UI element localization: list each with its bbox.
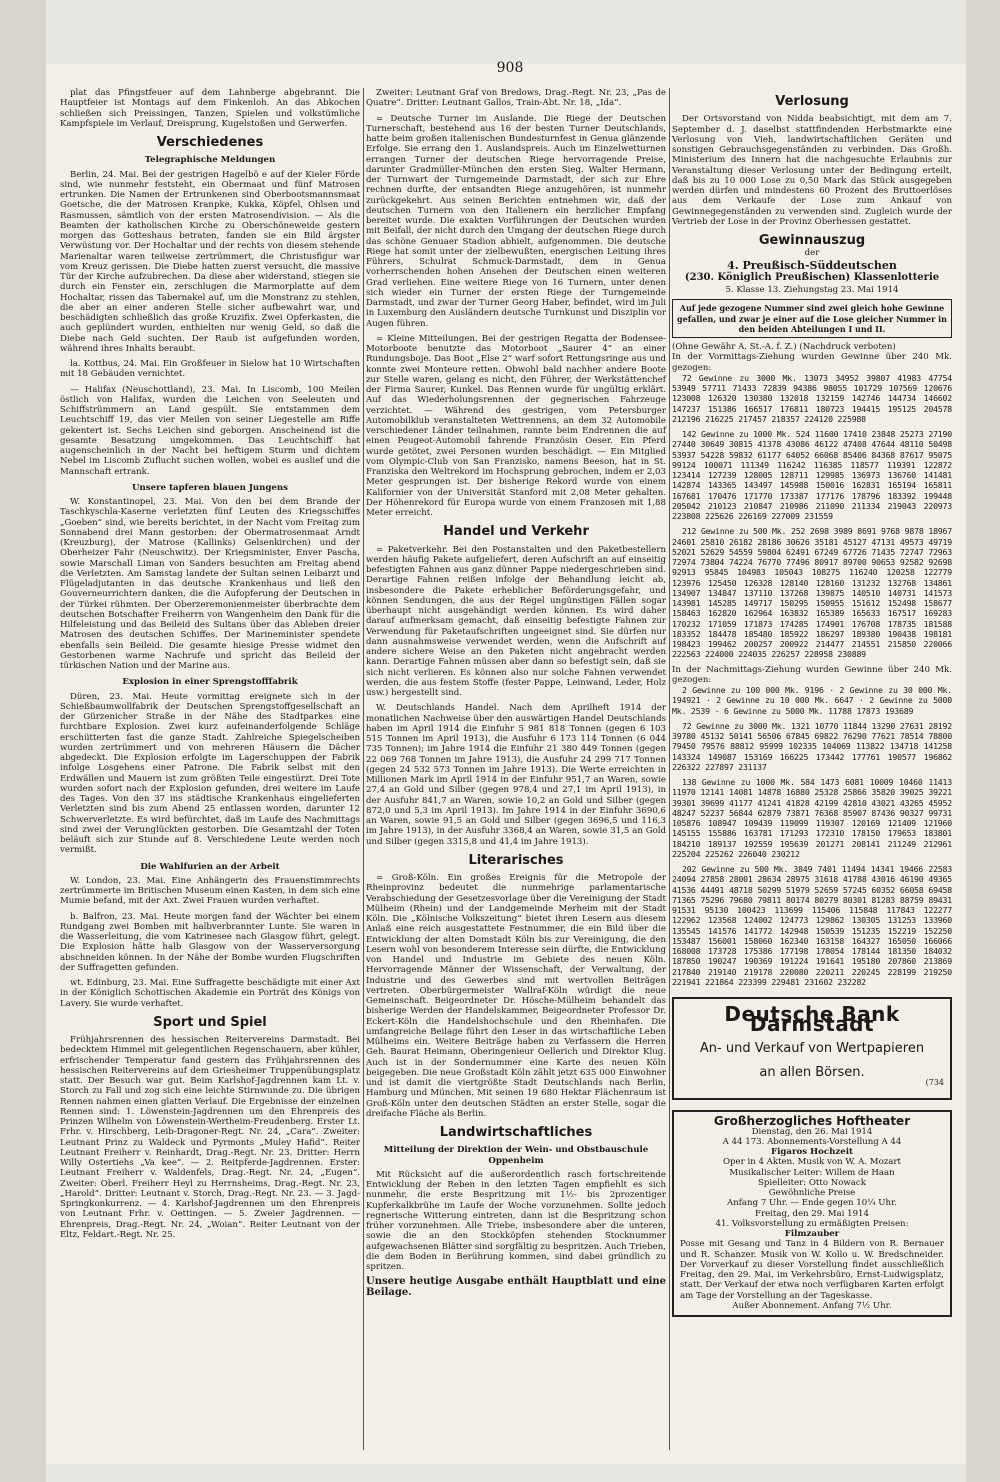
article-paragraph: Berlin, 24. Mai. Bei der gestrigen Hagelbö e auf der Kieler Förde sind, wie nunmehr feststeht, ein Obermaat und fünf Matrosen ertrunken. Die Namen der Ertrunkenen sind Oberbootsmannsmaat Goetsche, die der Matrosen Kranpke, Kukka, Köpfel, Ohlsen und Rasmussen, sämtlich von der ersten Matrosendivision. — Als die Beamten der katholischen Kirche zu Oberschöneweide gestern morgen das Gotteshaus betraten, fanden sie ein Bild ärgster Verwüstung vor. Der Hochaltar und der rechts von diesem stehende Marienaltar waren teilweise zertrümmert, die Christusfigur war vom Kreuz gerissen. Die Diebe hatten zuerst versucht, die massive Tür der Kirche aufzubrechen. Da diese aber widerstand, stiegen sie durch ein Fenster ein, zerschlugen die Marmorplatte auf dem Hochaltar, rissen das Tabernakel auf, um die Monstranz zu stehlen, die aber an einer anderen Stelle sicher aufbewahrt war, und beschädigten schließlich das große Kruzifix. Zwei Opferkasten, die auch geplündert wurden, enthielten nur wenig Geld, so daß die Diebe nach Geld suchten. Der Raub ist aufgefunden worden, während ihres Inhalts beraubt.	[60, 169, 360, 354]
article-paragraph: = Deutsche Turner im Auslande. Die Riege der Deutschen Turnerschaft, bestehend aus 16 der besten Turner Deutschlands, hatte beim großen italienischen Bundesturnfest in Genua glänzende Erfolge. Sie errang den 1. Auslandspreis. Auch im Einzelwetturnen errangen Turner der deutschen Riege hervorragende Preise, darunter Gradmüller-München den ersten Sieg. Walter Hermann, der Turnwart der Turngemeinde Darmstadt, der sich zur Ehre rechnen durfte, der entsandten Riege anzugehören, ist nunmehr zurückgekehrt. Aus seinen Berichten entnehmen wir, daß der deutschen Turnern von den Italienern ein herzlicher Empfang bereitet wurde. Die exakten Vorführungen der Deutschen wurden mit Beifall, der nicht durch den Umgang der deutschen Riege durch das schöne Genuaer Stadion abhielt, aufgenommen. Die deutsche Riege hat somit unter der zielbewußten, energischen Leitung ihres Führers, Schulrat Schmuck-Darmstadt, dem in Genua vorherrschenden hohen Ansehen der Deutschen einen weiteren Grad verliehen. Eine weitere Riege von 16 Turnern, unter denen sich wieder ein Turner der ersten Riege der Turngemeinde Darmstadt, und zwar der Turner Georg Haber, befindet, wird im Juli in Luxemburg den Ausländern deutsche Turnkunst und Disziplin vor Augen führen.	[366, 113, 666, 329]
article-paragraph: wt. Edinburg, 23. Mai. Eine Suffragette beschädigte mit einer Axt in der Königlich Schottischen Akademie ein Porträt des Königs von Lavery. Sie wurde verhaftet.	[60, 978, 360, 1009]
theater-line: Anfang 7 Uhr. — Ende gegen 10¼ Uhr.	[727, 1198, 897, 1209]
subheading: Mitteilung der Direktion der Wein- und Obstbauschule Oppenheim	[383, 1145, 649, 1166]
theater-line: Musikalischer Leiter: Willem de Haan	[729, 1167, 895, 1178]
ad-number: (734	[925, 1078, 944, 1087]
lottery-session: In der Vormittags-Ziehung wurden Gewinne über 240 Mk. gezogen:	[672, 352, 952, 373]
bank-name: Deutsche Bank Darmstadt	[724, 1002, 900, 1037]
article-paragraph: W. Konstantinopel, 23. Mai. Von den bei dem Brande der Taschkyschla-Kaserne verletzten fünf Leuten des Kriegsschiffes „Goeben“ sind, wie bereits berichtet, in der Nacht vom Freitag zum Sonnabend drei Mann gestorben: der Obermatrosenmaat Arndt (Kreuzburg), der Matrose (Kallinks) Gelsenkirchen) und der Oberheizer Fahr (Neuschwitz). Der Kriegsminister, Enver Pascha, sowie Marschall Liman von Sanders besuchten am Freitag abend die Verletzten. Am Samstag landete der Sultan seinen Leibarzt und Flügeladjutanten in das deutsche Krankenhaus und ließ den Gouverneurrichtern danken, die die Aufopferung der Deutschen in der Türkei rühmten. Der Oberzeremonienmeister überbrachte dem deutschen Botschafter Freiherrn von Wangenheim den Dank für die Hilfeleistung und das Beileid des Sultans über das Ableben dreier Matrosen des deutschen Schiffes. Der Marineminister spendete ebenfalls sein Beileid. Die gesamte hiesige Presse widmet den Gestorbenen warme Nachrufe und spricht das Beileid der türkischen Nation und der Marine aus.	[60, 497, 360, 671]
article-paragraph: b. Balfron, 23. Mai. Heute morgen fand der Wächter bei einem Rundgang zwei Bomben mit halbverbrannter Lunte. Sie waren in die Wasserleitung, die vom Katrinesee nach Glasgow führt, gelegt. Die Explosion hätte halb Glasgow von der Wasserversorgung abschneiden können. In der Nähe der Bombe wurden Flugschriften der Suffragetten gefunden.	[60, 911, 360, 973]
section-heading-literarisches: Literarisches	[468, 852, 564, 868]
theater-announcement	[672, 1110, 952, 1317]
article-paragraph: W. Deutschlands Handel. Nach dem Aprilheft 1914 der monatlichen Nachweise über den auswärtigen Handel Deutschlands haben im April 1914 die Einfuhr 5 981 818 Tonnen (gegen 6 103 515 Tonnen im April 1913), die Ausfuhr 6 173 114 Tonnen (6 044 735 Tonnen); im Jahre 1914 die Einfuhr 21 380 449 Tonnen (gegen 22 069 768 Tonnen im Jahre 1913), die Ausfuhr 24 299 717 Tonnen (gegen 24 532 573 Tonnen im Jahre 1913). Die Werte erreichten in Millionen Mark im April 1914 in der Einfuhr 951,7 an Waren, sowie 27,4 an Gold und Silber (gegen 978,4 und 27,1 im April 1913), in der Ausfuhr 841,7 an Waren, sowie 10,2 an Gold und Silber (gegen 872,0 und 5,3 im April 1913). Im Jahre 1914 in der Einfuhr 3690,6 an Waren, sowie 91,5 an Gold und Silber (gegen 3696,5 und 116,3 im Jahre 1913), in der Ausfuhr 3368,4 an Waren, sowie 31,5 an Gold und Silber (gegen 3315,8 und 41,4 im Jahre 1913).	[366, 703, 666, 847]
column-2	[366, 88, 666, 1303]
article-paragraph: Mit Rücksicht auf die außerordentlich rasch fortschreitende Entwicklung der Reben in den letzten Tagen empfiehlt es sich nunmehr, die erste Bespritzung mit 1½- bis 2prozentiger Kupferkalkbrühe im Laufe der Woche vorzunehmen. Sollte jedoch regnerische Witterung eintreten, dann ist die Bespritzung schon früher vorzunehmen. Alle Triebe, insbesondere aber die unteren, sowie die an den Stockköpfen stehenden Stocknummer aufgewachsenen Blätter sind sorgfältig zu bespritzen. Auch Trieben, die dem Boden in Berührung kommen, sind dabei gründlich zu spritzen.	[366, 1169, 666, 1272]
lottery-numbers: 138 Gewinne zu 1000 Mk. 584 1473 6081 10009 10460 11413 11970 12141 14081 14878 16880 25328 25866 35820 39025 39221 39301 39699 41177 41241 41828 42199 42810 43021 43265 45952 48247 52237 56844 62879 73871 76368 85907 87436 90327 99731 105876 108947 109439 119099 119307 120169 121409 121960 145155 155886 163781 171293 172310 178150 179653 183801 184210 189137 192559 195639 201271 208141 211249 212961 225204 225262 226040 230212	[672, 777, 952, 859]
article-paragraph: Frühjahrsrennen des hessischen Reitervereins Darmstadt. Bei bedecktem Himmel mit gelegentlichen Regenschauern, aber kühler, erfrischender Temperatur fand gestern das Frühjahrsrennen des hessischen Reitervereins auf dem Griesheimer Truppenübungsplatz statt. Der Besuch war gut. Beim Karlshof-Jagdrennen kam Lt. v. Storch zu Fall und zog sich eine leichte Stirnwunde zu. Die übrigen Rennen nahmen einen glatten Verlauf. Die Ergebnisse der einzelnen Rennen sind: 1. Löwenstein-Jagdrennen um den Ehrenpreis des Prinzen Wilhelm von Löwenstein-Wertheim-Freudenberg. Erster Lt. Frhr. v. Hirschberg, Leib-Dragoner-Regt. Nr. 24, „Cara“. Zweiter: Leutnant Prinz zu Waldeck und Pyrmonts „Muley Hafid“. Reiter Leutnant Freiherr v. Reinhardt, Drag.-Regt. Nr. 23. Dritter: Herrn Willy Ostertiehs „Va kee“. — 2. Reitpferde-Jagdrennen. Erster: Leutnant Freiherr v. Waldenfels, Drag.-Regt. Nr. 24, „Eugen“. Zweiter: Oberl. Freiherr Heyl zu Herrnsheims, Drag.-Regt. Nr. 23, „Harold“. Dritter: Leutnant v. Storch, Drag.-Regt. Nr. 23. — 3. Jagd-Springkonkurrenz. — 4. Karlshof-Jagdrennen um den Ehrenpreis von Leutnant Frhr. v. Oettingen. — 5. Zweier Jagdrennen. — Ehrenpreis, Drag.-Regt. Nr. 24, „Woian“. Reiter Leutnant von der Eltz, Feldart.-Regt. Nr. 25.	[60, 1035, 360, 1240]
lottery-numbers: 202 Gewinne zu 500 Mk. 3849 7401 11494 14341 19466 22583 24094 27858 28001 28634 28975 31618 41788 43016 46190 49365 41536 44491 48718 50299 51979 52659 57245 60352 66058 69458 71365 75296 79680 79811 80174 80279 80301 81283 88759 89431 91531 95130 100423 113699 115406 115848 117843 122277 122962 123568 124002 124773 129862 130305 131253 133960 135545 141576 141772 142948 150539 151235 152219 152250 153487 156001 158060 162340 163158 164327 165050 166066 168008 173728 175386 177198 178054 178144 181350 184032 187850 190247 190369 191224 191641 195180 207860 213869 217840 219140 219178 220080 220211 220245 228199 219250 221941 221864 223399 229481 231602 232282	[672, 864, 952, 987]
lottery-notice-box: Auf jede gezogene Nummer sind zwei gleich hohe Gewinne gefallen, und zwar je einer auf die Lose gleicher Nummer in den beiden Abteilungen I und II.	[672, 299, 952, 338]
theater-line: Freitag, den 29. Mai 1914	[755, 1208, 869, 1219]
lottery-note: (Ohne Gewähr A. St.-A. f. Z.) (Nachdruck verboten)	[672, 342, 896, 352]
edition-note: Unsere heutige Ausgabe enthält Hauptblatt und eine Beilage.	[366, 1276, 666, 1298]
article-paragraph: plat das Pfingstfeuer auf dem Lahnberge abgebrannt. Die Hauptfeier ist Montags auf dem Finkenloh. An das Abkochen schließen sich Preissingen, Tanzen, Spielen und volkstümliche Kampfspiele im Verlauf, Dreisprung, Kugelstoßen und Gerwerfen.	[60, 88, 360, 129]
article-paragraph: la. Kottbus, 24. Mai. Ein Großfeuer in Sielow hat 10 Wirtschaften mit 18 Gebäuden vernichtet.	[60, 359, 360, 380]
lottery-title: 4. Preußisch-Süddeutschen	[727, 258, 897, 272]
lottery-numbers: 72 Gewinne zu 3000 Mk. 13073 34952 39807 41983 47754 53949 57711 71433 72839 94386 98055 101729 107569 120676 123008 126320 130380 132018 132159 142746 144734 146602 147237 151386 166517 176811 180723 194415 195125 204578 212196 216225 217457 218357 224120 225988	[672, 372, 952, 424]
theater-line: Oper in 4 Akten. Musik von W. A. Mozart	[722, 1157, 901, 1168]
section-heading-landwirtschaft: Landwirtschaftliches	[439, 1125, 593, 1140]
article-paragraph: Zweiter: Leutnant Graf von Bredows, Drag.-Regt. Nr. 23, „Pas de Quatre“. Dritter: Leutnant Gallos, Train-Abt. Nr. 18, „Ida“.	[366, 88, 666, 109]
article-paragraph: — Halifax (Neuschottland), 23. Mai. In Liscomb, 100 Meilen östlich von Halifax, wurden die Leichen von Seeleuten und Schiffstrümmern an Land gespült. Sie entstammen dem Leuchtschiff 19, das vier Meilen von seiner Liegestelle am Riffe gekentert ist. Sechs Leichen sind geborgen. Anscheinend ist die gesamte Besatzung umgekommen. Das Leuchtschiff hat augenscheinlich in der Nacht bei heftigem Sturm und dichtem Nebel im Liscomb Zuflucht suchen wollen, wobei es auslief und die Mannschaft ertrank.	[60, 384, 360, 477]
article-paragraph: = Paketverkehr. Bei den Postanstalten und den Paketbestellern werden häufig Pakete aufgeliefert, deren Aufschrift an auf einseitig befestigten Fahnen aus ganz dünner Pappe niedergeschrieben sind. Derartige Fahnen reißen infolge der Behandlung leicht ab, insbesondere die Pakete erheblicher Beförderungsgefahr, und können Sendungen, die aus der Regel ungünstigen Fällen sogar überhaupt nicht ausgehändigt werden können. Es wird daher darauf aufmerksam gemacht, daß einseitig befestigte Fahnen zur Verwendung für Paketaufschriften ungeeignet sind. Sie dürfen nur dann ausnahmsweise verwendet werden, wenn die Aufschrift auf andere sichere Weise an den Paketen nicht angebracht werden kann. Derartige Fahnen müssen aber dann so befestigt sein, daß sie sich nicht verlieren. Es können also nur solche Fahnen verwendet werden, die aus festem Stoffe (fester Pappe, Leinwand, Leder, Holz usw.) hergestellt sind.	[366, 544, 666, 698]
theater-line: 41. Volksvorstellung zu ermäßigten Preisen:	[715, 1218, 909, 1229]
lottery-der: der	[804, 248, 820, 259]
column-rule	[669, 88, 670, 1450]
theater-line: Spielleiter: Otto Nowack	[758, 1177, 866, 1188]
theater-line: Dienstag, den 26. Mai 1914	[751, 1126, 873, 1137]
left-page-edge	[0, 0, 46, 1482]
article-paragraph: Der Ortsvorstand von Nidda beabsichtigt, mit dem am 7. September d. J. daselbst stattfindenden Herbstmarkte eine Verlosung von Vieh, landwirtschaftlichen Geräten und sonstigen Gebrauchsgegenständen zu verbinden. Das Großh. Ministerium des Innern hat die nachgesuchte Erlaubnis zur Veranstaltung dieser Verlosung unter der Bedingung erteilt, daß bis zu 10 000 Lose zu 0,50 Mark das Stück ausgegeben werden dürfen und mindestens 60 Prozent des Bruttoerlöses aus dem Verkaufe der Lose zum Ankauf von Gewinnegegenständen zu verwenden sind. Zugleich wurde der Vertrieb der Lose in der Provinz Oberhessen gestattet.	[672, 114, 952, 227]
lottery-numbers: 142 Gewinne zu 1000 Mk. 524 11600 17410 23848 25273 27190 27440 30649 30815 41378 43086 46122 47408 47644 48110 50498 53937 54228 59832 61177 64052 66068 85406 84368 87617 95075 99124 100071 111349 116242 116385 118577 119391 122872 123414 127239 128005 128711 129985 136973 136760 141481 142874 143365 143497 145988 150016 162831 165194 165811 167681 170476 171770 173387 177176 178796 183392 199448 205042 210123 210847 210986 211090 211334 219043 220973 223808 225626 226169 227009 231559	[672, 429, 952, 521]
column-rule	[363, 88, 364, 1450]
theater-line: Außer Abonnement. Anfang 7½ Uhr.	[732, 1300, 892, 1311]
section-heading-verlosung: Verlosung	[775, 94, 849, 109]
lottery-numbers: 2 Gewinne zu 100 000 Mk. 9196 · 2 Gewinne zu 30 000 Mk. 194921 · 2 Gewinne zu 10 000 Mk. 6647 · 2 Gewinne zu 5000 Mk. 2539 · 6 Gewinne zu 5000 Mk. 11788 17873 193689	[672, 685, 952, 716]
page-number: 908	[496, 60, 524, 76]
bank-service-2: an allen Börsen.	[759, 1064, 865, 1080]
theater-title: Großherzogliches Hoftheater	[713, 1114, 911, 1129]
lottery-title-2: (230. Königlich Preußischen) Klassenlotterie	[684, 271, 940, 283]
theater-line: Gewöhnliche Preise	[768, 1188, 856, 1198]
theater-line: Posse mit Gesang und Tanz in 4 Bildern von R. Bernauer und R. Schanzer. Musik von W. Kollo u. W. Bredschneider. Der Vorverkauf zu dieser Vorstellung findet ausschließlich Freitag, den 29. Mai, im Verkehrsbüro, Ernst-Ludwigsplatz, statt. Der Verkauf der etwa noch verfügbaren Karten erfolgt am Tage der Vorstellung an der Tageskasse.	[680, 1239, 944, 1301]
lottery-session: In der Nachmittags-Ziehung wurden Gewinne über 240 Mk. gezogen:	[672, 664, 952, 685]
article-paragraph: Düren, 23. Mai. Heute vormittag ereignete sich in der Schießbaumwollfabrik der Deutschen Sprengstoffgesellschaft an der Gürzenicher Straße in der Nähe des Stadtparkes eine furchtbare Explosion. Zwei kurz aufeinanderfolgende Schläge erschütterten fast die ganze Stadt. Zahlreiche Spiegelscheiben wurden zertrümmert und von mehreren Häusern die Dächer abgedeckt. Die Explosion erfolgte im Lagerschuppen der Fabrik infolge Losgehens einer Patrone. Die Fabrik selbst mit den Erdwällen und Mauern ist zum größten Teile eingestürzt. Drei Tote wurden sofort nach der Explosion gefunden, drei weitere im Laufe des Tages. Von den 37 ins städtische Krankenhaus eingelieferten Verletzten sind bis zum Abend 25 entlassen worden, darunter 12 Schwerverletzte. Es wird befürchtet, daß im Laufe des Nachmittags sind zwei der Verunglückten gestorben. Die Gesamtzahl der Toten beläuft sich zur Stunde auf 8. Verschiedene Leute werden noch vermißt.	[60, 691, 360, 856]
bank-service: An- und Verkauf von Wertpapieren	[699, 1040, 925, 1056]
theater-line: Figaros Hochzeit	[771, 1147, 853, 1157]
lottery-subtitle: 5. Klasse 13. Ziehungstag 23. Mai 1914	[725, 285, 899, 295]
theater-line: Filmzauber	[784, 1229, 840, 1239]
subheading: Unsere tapferen blauen Jungens	[132, 482, 288, 493]
bank-advertisement	[672, 997, 952, 1100]
section-heading-gewinnauszug: Gewinnauszug	[758, 233, 866, 248]
column-3	[672, 88, 952, 1317]
right-page-edge	[966, 0, 1000, 1482]
subheading: Die Wahlfurien an der Arbeit	[140, 861, 280, 872]
theater-line: A 44 173. Abonnements-Vorstellung A 44	[722, 1136, 902, 1147]
lottery-numbers: 212 Gewinne zu 500 Mk. 252 2698 3989 8691 9768 9878 18967 24601 25810 26182 28186 30626 35181 45127 47131 49573 49719 52021 52629 54559 59804 62491 67249 67726 71435 72747 72963 72974 73804 74224 76770 77496 80917 89700 90653 92582 92698 92913 95845 104983 105043 108275 116240 120258 122779 123976 125450 126328 128140 128160 131232 132768 134861 134907 134847 137110 137268 139875 140510 140731 141573 143981 145285 149717 150295 150955 151612 152498 158677 158463 162820 162964 163832 165389 165633 167517 169283 170232 171059 171873 174285 174901 176708 178735 181588 183352 184478 185480 185922 186297 189380 190438 198181 198423 199462 200257 200922 214477 214551 215850 220066 222563 224000 224035 226257 228958 230889	[672, 526, 952, 660]
article-paragraph: W. London, 23. Mai. Eine Anhängerin des Frauenstimmrechts zertrümmerte im Britischen Museum einen Kasten, in dem sich eine Mumie befand, mit der Axt. Zwei Frauen wurden verhaftet.	[60, 875, 360, 907]
section-heading-handel: Handel und Verkehr	[443, 524, 589, 540]
subheading: Telegraphische Meldungen	[144, 155, 276, 166]
subheading: Explosion in einer Sprengstofffabrik	[122, 677, 298, 688]
lottery-numbers: 72 Gewinne zu 3000 Mk. 1321 10770 11844 13290 27631 28192 39780 45132 50141 56506 67845 69822 76290 77621 78514 78800 79450 79576 88812 95999 102335 104069 113822 134718 141258 143324 149087 153169 166225 173442 177761 190577 196862 226322 227897 231137	[672, 720, 952, 772]
article-paragraph: = Groß-Köln. Ein großes Ereignis für die Metropole der Rheinprovinz bedeutet die nunmehrige parlamentarische Verabschiedung der Gesetzesvorlage über die Vereinigung der Stadt Mülheim (Rhein) und der Landgemeinde Merheim mit der Stadt Köln. Die „Kölnische Volkszeitung“ bietet ihren Lesern aus diesem Anlaß eine reich ausgestattete Festnummer, die ein Bild über die Entwicklung der alten Domstadt Köln bis zur Vereinigung, die den Lesern wohl von besonderem Interesse sein dürfte, die Entwicklung von Handel und Industrie im Gebiete des neuen Köln. Hervorragende Männer der Wissenschaft, der Verwaltung, der Industrie und des Gewerbes sind mit wertvollen Beiträgen vertreten. Oberbürgermeister Wallraf-Köln würdigt die neue Gemeinschaft. Beigeordneter Dr. Hösche-Mülheim behandelt das bisherige Werden der Handelskammer, Beigeordneter Professor Dr. Eckert-Köln die Handelshochschule und den Rheinhafen. Die umfangreiche Beilage führt den Leser in das wirtschaftliche Leben Mülheims ein. Weitere Beiträge haben zu Verfassern die Herren Geh. Baurat Heimann, Oberingenieur Oellerich und Direktor Klug. Auch ist in der Sondernummer eine Karte des neuen Köln beigegeben. Die neue Großstadt Köln zählt jetzt 635 000 Einwohner und ist damit die viertgrößte Stadt Deutschlands nach Berlin, Hamburg und München. Mit seinen 19 680 Hektar Flächenraum ist Groß-Köln unter den deutschen Städten an erster Stelle, sogar die dreifache Fläche als Berlin.	[366, 873, 666, 1119]
article-paragraph: = Kleine Mitteilungen. Bei der gestrigen Regatta der Bodensee-Motorboote benutzte das Motorboot „Saurer 4“ an einer Rundungsboje. Das Boot „Else 2“ warf sofort Rettungsringe aus und konnte zwei Monteure retten. Obwohl bald nachher andere Boote zur Stelle waren, gelang es nicht, den Führer, der Werkstättenchef der Firma Saurer, Kunkel. Das Rennen wurde für ungültig erklärt. Auf das Wiederholungsrennen der gegnerischen Fahrzeuge verzichtet. — Während des gestrigen, vom Petersburger Automobilklub veranstalteten Wettrennens, an dem 32 Automobile verschiedener Länder teilnahmen, rannte beim Endrennen die auf einen Peugeot-Automobil fahrende Französin Oeser. Ein Pferd wurde getötet, zwei Personen wurden beschädigt. — Ein Mitglied vom Olympic-Club von San Franzisko, namens Beeson, hat in St. Franziska den Weltrekord im Hochsprung gebrochen, indem er 2,03 Meter gesprungen ist. Der bisherige Rekord wurde von einem Kalifornier von der Universität Stanford mit 2,08 Meter gehalten. Der Höhenrekord für Europa wurde von einem Franzosen mit 1,88 Meter erreicht.	[366, 333, 666, 518]
section-heading-sport: Sport und Spiel	[153, 1014, 267, 1030]
column-1	[60, 88, 360, 1245]
section-heading-verschiedenes: Verschiedenes	[156, 135, 264, 150]
